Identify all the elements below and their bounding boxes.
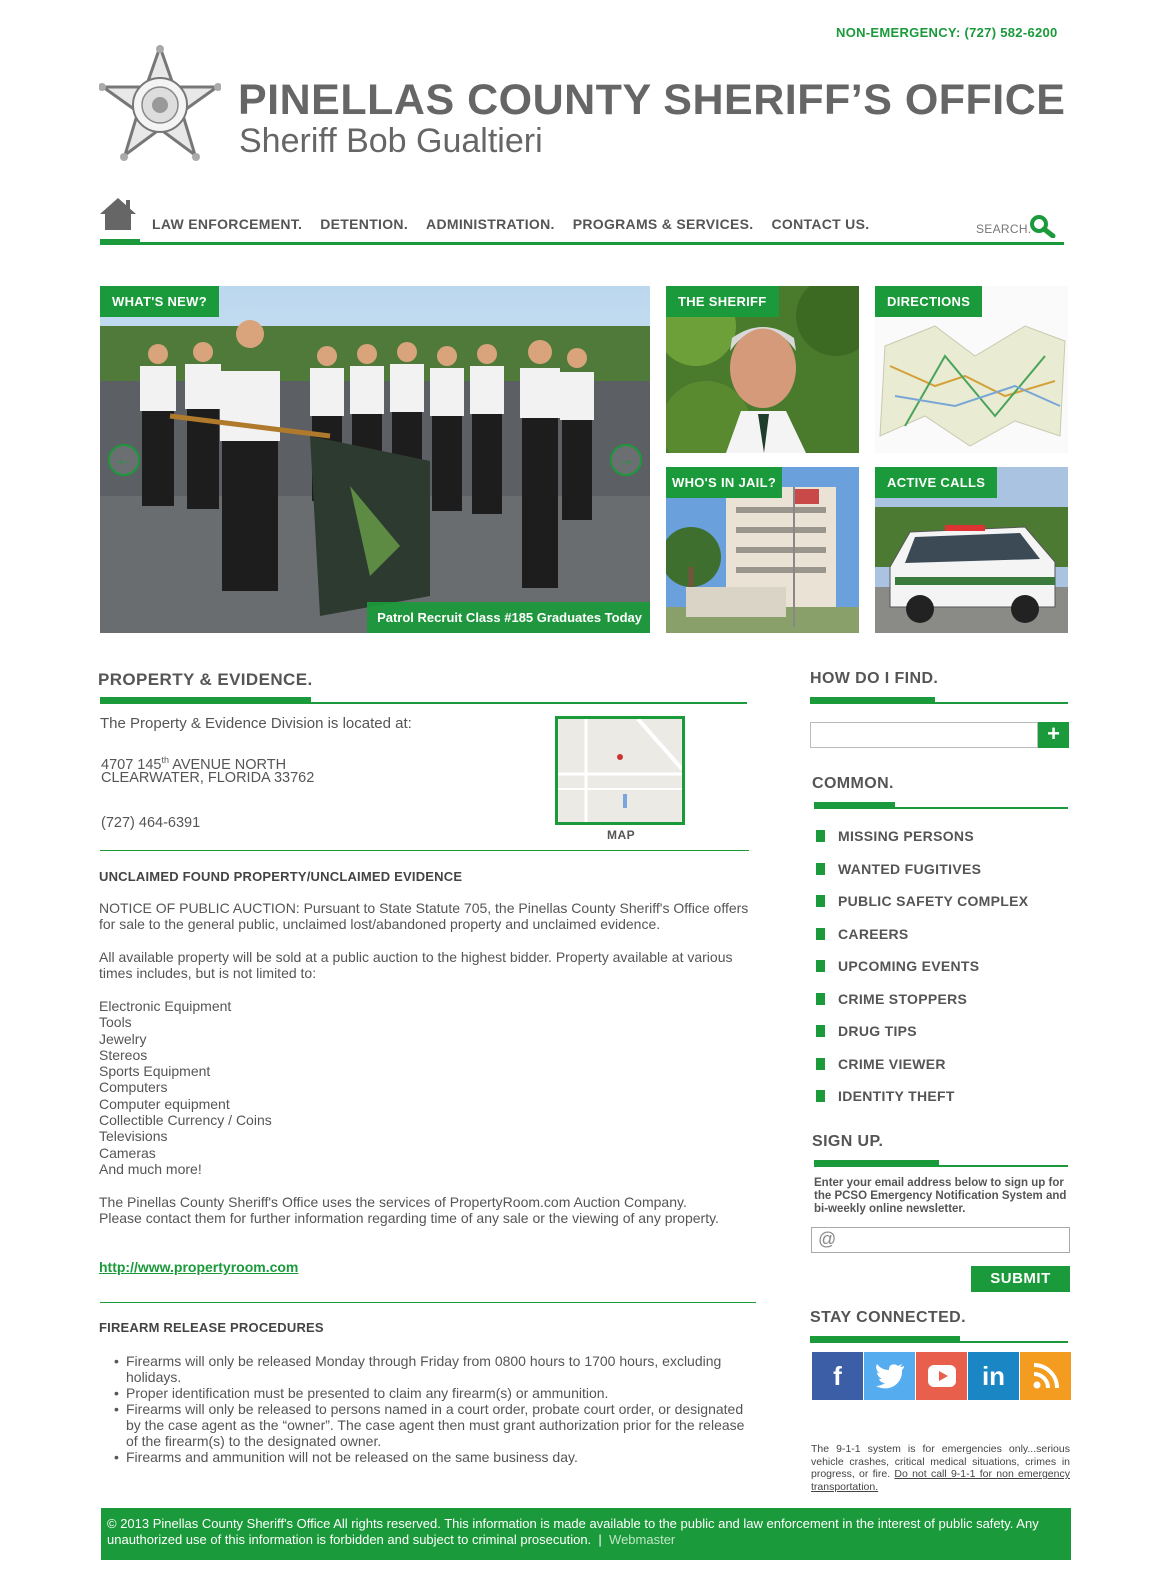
address-line-2: CLEARWATER, FLORIDA 33762 <box>101 770 315 786</box>
signup-underline <box>814 1165 1068 1167</box>
webmaster-link[interactable]: Webmaster <box>609 1532 676 1547</box>
connected-underline <box>810 1341 1068 1343</box>
bullet-square-icon <box>816 1090 825 1102</box>
home-icon[interactable] <box>98 196 138 232</box>
page-title: PROPERTY & EVIDENCE. <box>98 670 313 689</box>
slider-prev-icon[interactable]: ← <box>108 444 140 476</box>
list-item: • Firearms will only be released to persons named in a court order, probate court order, or designated by the case agent as the “owner”. The case agent then must grant authorization prior for the release of the firearm(s) to the designated owner. <box>114 1401 754 1449</box>
slider-next-icon[interactable]: → <box>610 444 642 476</box>
how-do-i-find-title: HOW DO I FIND. <box>810 670 939 687</box>
tile-active-calls[interactable] <box>875 467 1068 633</box>
common-item-label: CAREERS <box>838 925 909 942</box>
youtube-play-glyph <box>928 1365 956 1387</box>
list-item: • Firearms will only be released Monday through Friday from 0800 hours to 1700 hours, excluding holidays. <box>114 1353 754 1385</box>
email-field[interactable] <box>811 1227 1070 1253</box>
location-intro: The Property & Evidence Division is located at: <box>100 715 412 732</box>
tile-whos-in-jail[interactable] <box>666 467 859 633</box>
division-phone: (727) 464-6391 <box>101 815 201 831</box>
common-item-careers[interactable] <box>816 918 1028 951</box>
list-item: Cameras <box>99 1144 156 1161</box>
rss-icon[interactable] <box>1020 1352 1071 1400</box>
common-title: COMMON. <box>812 775 894 792</box>
location-map[interactable] <box>555 716 685 825</box>
twitter-icon[interactable] <box>864 1352 915 1400</box>
common-item-label: CRIME STOPPERS <box>838 990 968 1007</box>
sheriff-star-logo[interactable] <box>99 45 221 163</box>
list-item: Computers <box>99 1079 168 1096</box>
find-input[interactable] <box>810 722 1038 748</box>
nav-contact-us[interactable]: CONTACT US. <box>771 216 870 232</box>
tile-jail-tag[interactable]: WHO'S IN JAIL? <box>666 467 782 498</box>
linkedin-icon[interactable]: in <box>968 1352 1019 1400</box>
common-item-public-safety-complex[interactable] <box>816 885 1028 918</box>
common-item-label: UPCOMING EVENTS <box>838 958 980 975</box>
common-item-label: IDENTITY THEFT <box>838 1088 955 1105</box>
twitter-bird-glyph <box>875 1363 905 1389</box>
signup-instructions: Enter your email address below to sign up for the PCSO Emergency Notification System and bi-weekly online newsletter. <box>814 1177 1067 1215</box>
disclaimer-text: The 9-1-1 system is for emergencies only...serious vehicle crashes, critical medical situations, crimes in progress, or fire. <box>811 1443 1070 1480</box>
firearm-heading: FIREARM RELEASE PROCEDURES <box>99 1320 324 1335</box>
bullet-square-icon <box>816 863 825 875</box>
sign-up-title: SIGN UP. <box>812 1133 884 1150</box>
non-emergency-phone: NON-EMERGENCY: (727) 582-6200 <box>836 25 1058 40</box>
footer-separator: | <box>598 1532 602 1547</box>
bullet-square-icon <box>816 830 825 842</box>
address-sup: th <box>161 755 169 765</box>
list-item: Televisions <box>99 1128 168 1145</box>
common-item-label: DRUG TIPS <box>838 1023 917 1040</box>
nav-detention[interactable]: DETENTION. <box>320 216 409 232</box>
propertyroom-link[interactable]: http://www.propertyroom.com <box>99 1259 299 1275</box>
main-nav <box>152 216 887 232</box>
tile-calls-tag[interactable]: ACTIVE CALLS <box>875 467 997 498</box>
list-item: • Firearms and ammunition will not be released on the same business day. <box>114 1449 754 1465</box>
unclaimed-heading: UNCLAIMED FOUND PROPERTY/UNCLAIMED EVIDENCE <box>99 869 463 884</box>
common-item-drug-tips[interactable] <box>816 1015 1028 1048</box>
emergency-disclaimer <box>811 1443 1070 1493</box>
common-item-crime-viewer[interactable] <box>816 1048 1028 1081</box>
rss-glyph <box>1033 1363 1059 1389</box>
nav-administration[interactable]: ADMINISTRATION. <box>426 216 555 232</box>
tile-directions-tag[interactable]: DIRECTIONS <box>875 286 982 317</box>
footer <box>101 1508 1071 1560</box>
tile-sheriff-tag[interactable]: THE SHERIFF <box>666 286 779 317</box>
bullet-square-icon <box>816 895 825 907</box>
nav-law-enforcement[interactable]: LAW ENFORCEMENT. <box>152 216 303 232</box>
common-item-label: MISSING PERSONS <box>838 828 974 845</box>
nav-programs-services[interactable]: PROGRAMS & SERVICES. <box>572 216 754 232</box>
available-property-text: All available property will be sold at a public auction to the highest bidder. Property available at various times includes, but is not limited to: <box>99 949 733 981</box>
search-icon[interactable] <box>1029 214 1057 238</box>
common-item-identity-theft[interactable] <box>816 1080 1028 1113</box>
bullet-square-icon <box>816 928 825 940</box>
search-label[interactable]: SEARCH. <box>976 222 1032 236</box>
common-item-crime-stoppers[interactable] <box>816 983 1028 1016</box>
list-item: Stereos <box>99 1046 148 1063</box>
list-item: Sports Equipment <box>99 1063 211 1080</box>
list-item: Electronic Equipment <box>99 998 232 1014</box>
common-links-list <box>816 820 1028 1113</box>
common-item-upcoming-events[interactable] <box>816 950 1028 983</box>
sheriff-name: Sheriff Bob Gualtieri <box>239 122 543 160</box>
auction-notice: NOTICE OF PUBLIC AUCTION: Pursuant to State Statute 705, the Pinellas County Sheriff's Office offers for sale to the general public, unclaimed lost/abandoned property and unclaimed evidence. <box>99 900 749 932</box>
firearm-procedures-list <box>114 1353 754 1465</box>
section-divider-1 <box>100 850 749 851</box>
propertyroom-link-wrap <box>99 1259 298 1277</box>
bullet-square-icon <box>816 993 825 1005</box>
bullet-square-icon <box>816 1058 825 1070</box>
map-label[interactable]: MAP <box>607 828 636 842</box>
stay-connected-title: STAY CONNECTED. <box>810 1309 966 1326</box>
email-at-icon: @ <box>818 1229 837 1249</box>
facebook-icon[interactable]: f <box>812 1352 863 1400</box>
list-item: Tools <box>99 1014 132 1031</box>
address-street-number: 4707 145 <box>101 756 162 773</box>
list-item: Jewelry <box>99 1030 147 1047</box>
org-title: PINELLAS COUNTY SHERIFF’S OFFICE <box>238 76 1066 124</box>
tile-directions[interactable] <box>875 286 1068 453</box>
tile-the-sheriff[interactable] <box>666 286 859 453</box>
section-divider-2 <box>100 1302 756 1303</box>
list-item: And much more! <box>99 1160 202 1177</box>
property-items-list <box>99 998 272 1177</box>
propertyroom-text: The Pinellas County Sheriff's Office uses the services of PropertyRoom.com Auction Company. Please contact them for further information regarding time of any sale or the viewing of any property. <box>99 1194 719 1226</box>
footer-copyright: © 2013 Pinellas County Sheriff's Office All rights reserved. This information is made available to the public and law enforcement in the interest of public safety. Any unauthorized use of this information is forbidden and subject to criminal prosecution. <box>107 1516 1039 1547</box>
common-item-label: CRIME VIEWER <box>838 1055 946 1072</box>
common-item-missing-persons[interactable] <box>816 820 1028 853</box>
title-underline <box>100 702 747 704</box>
map-thumbnail <box>558 719 682 822</box>
bullet-square-icon <box>816 1025 825 1037</box>
hero-photo <box>100 286 650 633</box>
submit-button[interactable]: SUBMIT <box>971 1266 1070 1292</box>
list-item: Collectible Currency / Coins <box>99 1112 272 1129</box>
disclaimer-warning: Do not call 9-1-1 for non emergency transportation. <box>811 1468 1070 1493</box>
list-item: • Proper identification must be presented to claim any firearm(s) or ammunition. <box>114 1385 754 1401</box>
whats-new-tag[interactable]: WHAT'S NEW? <box>100 286 219 317</box>
common-underline <box>814 807 1068 809</box>
hero-caption[interactable]: Patrol Recruit Class #185 Graduates Today <box>367 602 650 633</box>
find-plus-button[interactable]: + <box>1038 722 1069 748</box>
common-item-wanted-fugitives[interactable] <box>816 853 1028 886</box>
nav-divider <box>100 242 1064 245</box>
bullet-square-icon <box>816 960 825 972</box>
list-item: Computer equipment <box>99 1095 230 1112</box>
common-item-label: WANTED FUGITIVES <box>838 860 982 877</box>
youtube-icon[interactable] <box>916 1352 967 1400</box>
find-underline <box>810 702 1068 704</box>
common-item-label: PUBLIC SAFETY COMPLEX <box>838 893 1029 910</box>
hero-slider[interactable] <box>100 286 650 633</box>
address-street-name: AVENUE NORTH <box>169 756 287 773</box>
